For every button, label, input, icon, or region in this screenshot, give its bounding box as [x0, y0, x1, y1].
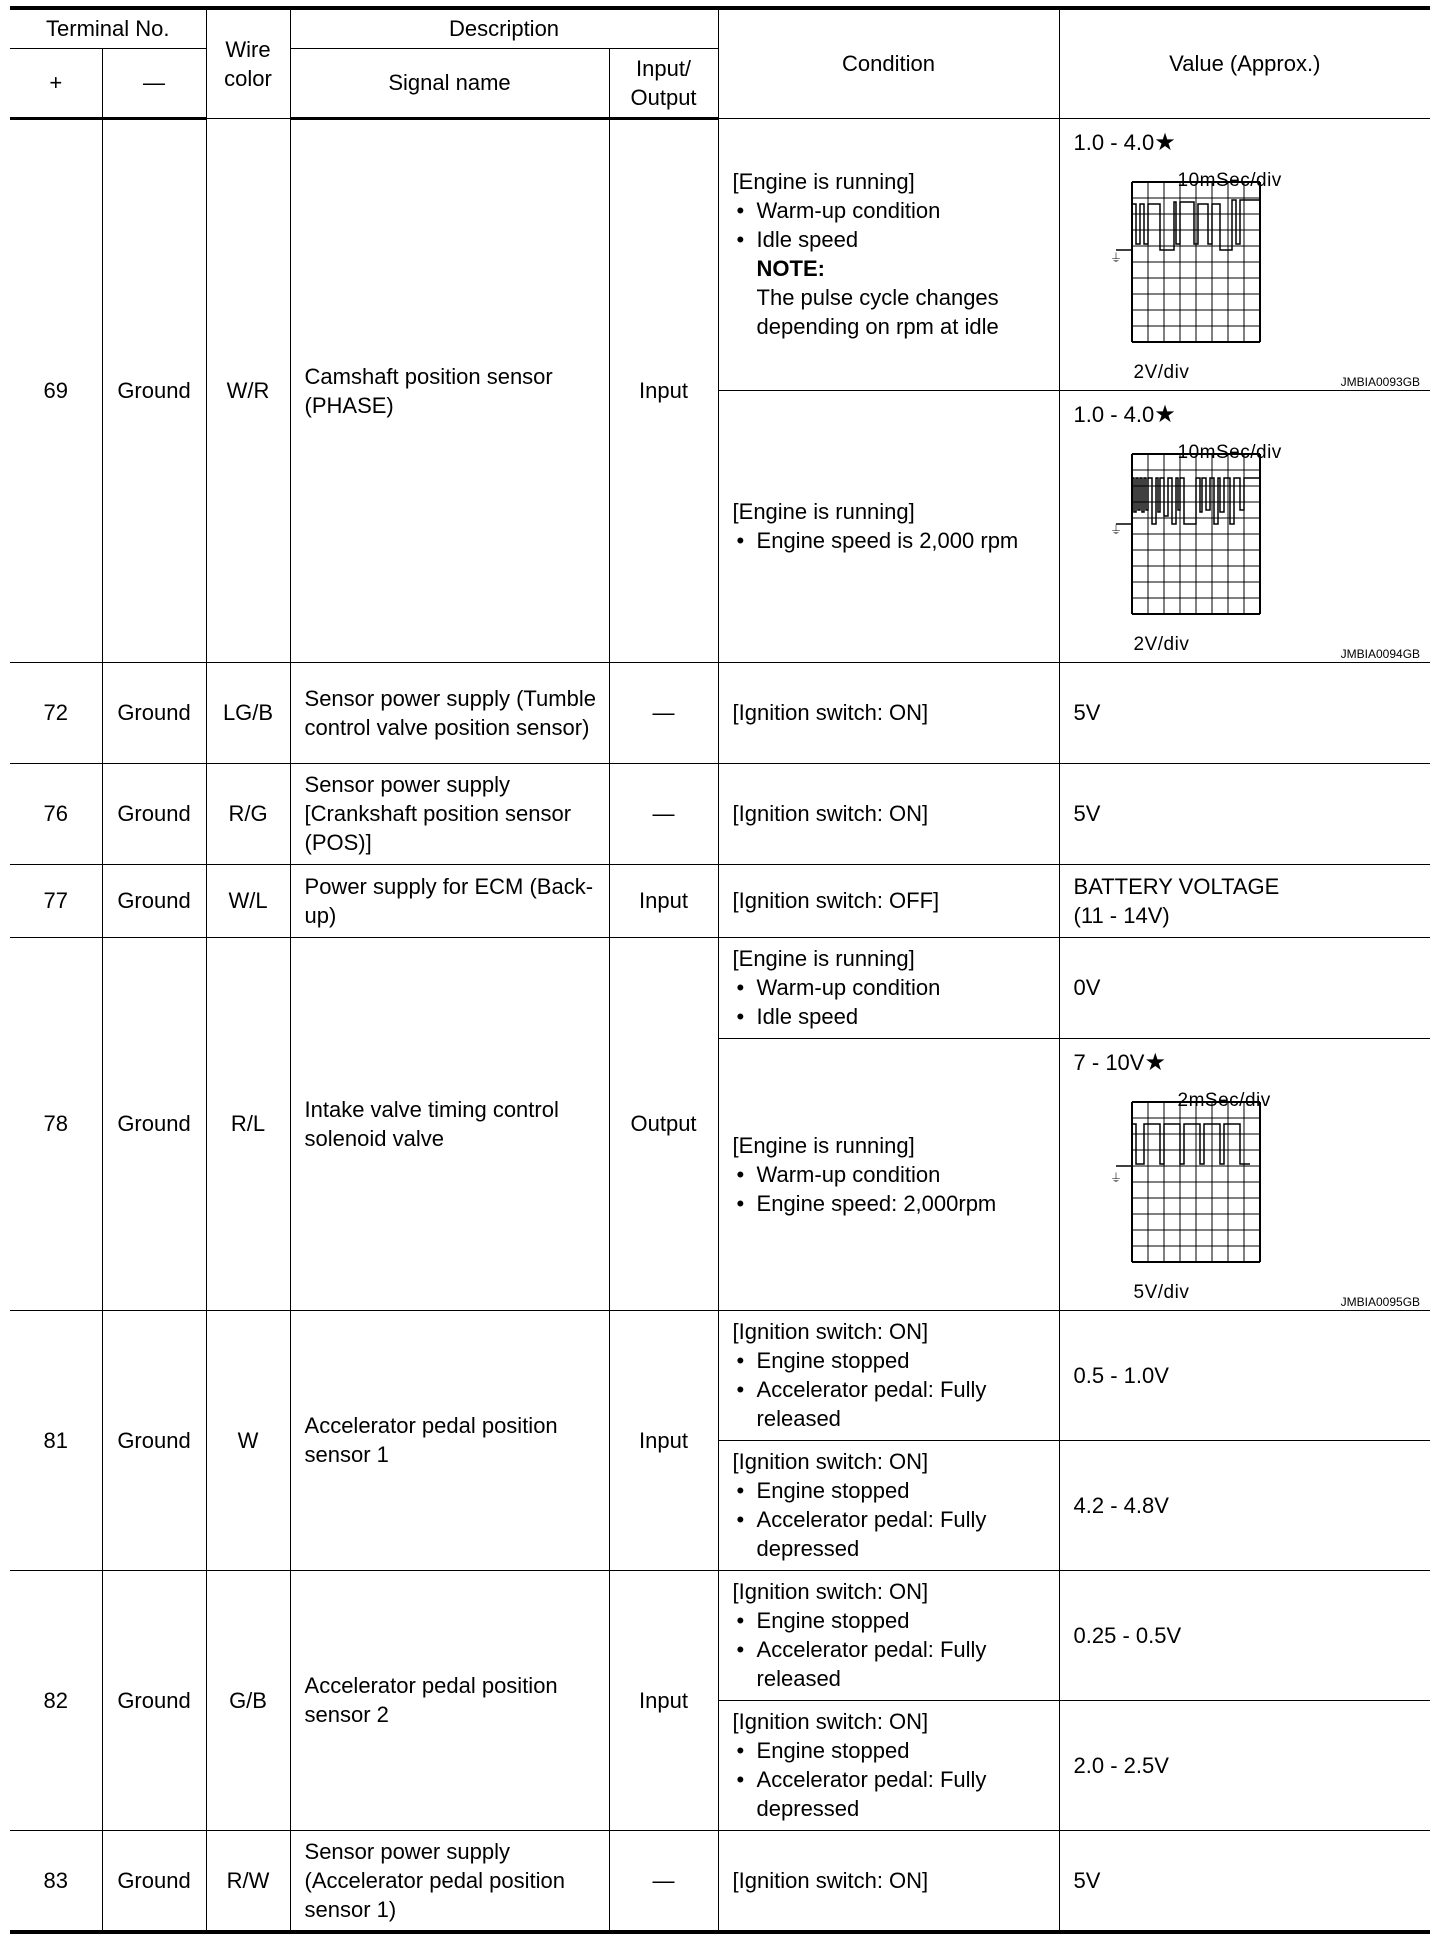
value-cell: 5V: [1059, 1830, 1430, 1932]
ecm-terminal-table-container: [10, 6, 1430, 1934]
condition-bullet: • Warm-up condition: [733, 1160, 1049, 1189]
value-cell: [1059, 390, 1430, 662]
time-division: 10mSec/div: [1177, 170, 1282, 191]
note-text: The pulse cycle changes depending on rpm at idle: [756, 285, 999, 339]
condition-head: [Engine is running]: [732, 946, 915, 971]
ground-marker-icon: ⏚: [1109, 523, 1122, 537]
terminal-number: 81: [10, 1310, 102, 1570]
signal-trace: [1116, 1124, 1250, 1166]
figure-code: JMBIA0093GB: [1340, 375, 1421, 389]
condition-bullet: • Accelerator pedal: Fully depressed: [733, 1765, 1049, 1823]
wire-color: R/W: [206, 1830, 290, 1932]
ground-label: Ground: [102, 1830, 206, 1932]
star-icon: ★: [1144, 1049, 1166, 1076]
volt-division: 5V/div: [1133, 1282, 1190, 1303]
oscilloscope-waveform: [1060, 120, 1430, 388]
value-cell: [1059, 864, 1430, 937]
condition-head: [Ignition switch: ON]: [732, 1709, 929, 1734]
condition-bullet: • Accelerator pedal: Fully released: [733, 1375, 1049, 1433]
ground-label: Ground: [102, 763, 206, 864]
signal-name: Accelerator pedal position sensor 1: [290, 1310, 609, 1570]
value-cell: 2.0 - 2.5V: [1059, 1700, 1430, 1830]
value-cell: [1059, 1038, 1430, 1310]
header-value: Value (Approx.): [1059, 8, 1430, 118]
terminal-number: 76: [10, 763, 102, 864]
condition-head: [Ignition switch: ON]: [732, 1319, 929, 1344]
table-row: [10, 662, 1430, 763]
time-division: 10mSec/div: [1177, 442, 1282, 463]
signal-name: Intake valve timing control solenoid valve: [290, 937, 609, 1310]
condition-cell: [718, 390, 1059, 662]
signal-name: Accelerator pedal position sensor 2: [290, 1570, 609, 1830]
value-text: 7 - 10V: [1073, 1050, 1145, 1075]
condition-bullet: • Engine stopped: [733, 1476, 1049, 1505]
header-signal-name: Signal name: [290, 48, 609, 118]
ground-label: Ground: [102, 118, 206, 662]
oscilloscope-waveform: [1060, 1040, 1430, 1308]
value-line: (11 - 14V): [1073, 902, 1170, 928]
condition-bullet: • Idle speed: [733, 225, 1049, 254]
table-row: [10, 864, 1430, 937]
waveform-block: [1060, 1040, 1431, 1308]
volt-division: 2V/div: [1133, 634, 1190, 655]
condition-bullet: • Warm-up condition: [733, 196, 1049, 225]
table-row: [10, 763, 1430, 864]
value-cell: 5V: [1059, 662, 1430, 763]
waveform-block: [1060, 120, 1431, 388]
input-output: —: [609, 1830, 718, 1932]
ecm-terminal-table: [10, 6, 1430, 1934]
table-row: [10, 1830, 1430, 1932]
star-icon: ★: [1154, 401, 1176, 428]
header-input-output: Input/ Output: [609, 48, 718, 118]
condition-cell: [Ignition switch: ON]: [718, 763, 1059, 864]
signal-trace: [1116, 200, 1260, 250]
oscilloscope-waveform: [1060, 392, 1430, 660]
signal-name: Sensor power supply (Accelerator pedal position sensor 1): [290, 1830, 609, 1932]
table-row: [10, 937, 1430, 1038]
oscilloscope-grid: [1132, 1102, 1260, 1262]
value-cell: 5V: [1059, 763, 1430, 864]
header-condition: Condition: [718, 8, 1059, 118]
figure-code: JMBIA0095GB: [1340, 1295, 1421, 1309]
value-cell: 0V: [1059, 937, 1430, 1038]
condition-bullet: • Engine stopped: [733, 1346, 1049, 1375]
wire-color: W: [206, 1310, 290, 1570]
ground-label: Ground: [102, 937, 206, 1310]
terminal-number: 69: [10, 118, 102, 662]
condition-cell: [718, 1038, 1059, 1310]
condition-cell: [Ignition switch: OFF]: [718, 864, 1059, 937]
star-icon: ★: [1154, 129, 1176, 156]
signal-name: Camshaft position sensor (PHASE): [290, 118, 609, 662]
condition-head: [Ignition switch: ON]: [732, 1449, 929, 1474]
condition-bullet: • Engine stopped: [733, 1736, 1049, 1765]
ground-label: Ground: [102, 1310, 206, 1570]
wire-color: R/L: [206, 937, 290, 1310]
terminal-number: 72: [10, 662, 102, 763]
value-cell: 4.2 - 4.8V: [1059, 1440, 1430, 1570]
value-text: 1.0 - 4.0: [1073, 130, 1155, 155]
terminal-number: 83: [10, 1830, 102, 1932]
condition-bullet: • Engine stopped: [733, 1606, 1049, 1635]
header-minus: —: [102, 48, 206, 118]
value-cell: 0.5 - 1.0V: [1059, 1310, 1430, 1440]
signal-name: Sensor power supply (Tumble control valve position sensor): [290, 662, 609, 763]
wire-color: G/B: [206, 1570, 290, 1830]
figure-code: JMBIA0094GB: [1340, 647, 1421, 661]
note-label: NOTE:: [756, 256, 825, 281]
header-terminal-no: Terminal No.: [10, 8, 206, 48]
condition-head: [Engine is running]: [732, 1132, 915, 1158]
condition-cell: [718, 1570, 1059, 1700]
ground-label: Ground: [102, 1570, 206, 1830]
condition-bullet: • Accelerator pedal: Fully released: [733, 1635, 1049, 1693]
ground-label: Ground: [102, 662, 206, 763]
ground-marker-icon: ⏚: [1109, 1171, 1122, 1185]
condition-bullet: • Engine speed is 2,000 rpm: [733, 526, 1049, 555]
condition-cell: [718, 118, 1059, 390]
table-row: [10, 1310, 1430, 1440]
signal-trace: [1116, 478, 1260, 524]
input-output: Input: [609, 864, 718, 937]
header-wire-color: Wire color: [206, 8, 290, 118]
value-cell: 0.25 - 0.5V: [1059, 1570, 1430, 1700]
condition-head: [Engine is running]: [732, 499, 915, 524]
wire-color: R/G: [206, 763, 290, 864]
waveform-block: [1060, 392, 1431, 660]
condition-cell: [718, 1700, 1059, 1830]
condition-head: [Engine is running]: [732, 169, 915, 194]
signal-name: Sensor power supply [Crankshaft position sensor (POS)]: [290, 763, 609, 864]
input-output: Input: [609, 1310, 718, 1570]
condition-bullet: • Idle speed: [733, 1002, 1049, 1031]
wire-color: W/L: [206, 864, 290, 937]
table-row: [10, 118, 1430, 390]
value-text: 1.0 - 4.0: [1073, 402, 1155, 427]
wire-color: LG/B: [206, 662, 290, 763]
signal-name: Power supply for ECM (Back-up): [290, 864, 609, 937]
header-plus: +: [10, 48, 102, 118]
terminal-number: 78: [10, 937, 102, 1310]
header-description: Description: [290, 8, 718, 48]
condition-cell: [718, 937, 1059, 1038]
condition-head: [Ignition switch: ON]: [732, 1579, 929, 1604]
volt-division: 2V/div: [1133, 362, 1190, 383]
input-output: Input: [609, 1570, 718, 1830]
input-output: —: [609, 763, 718, 864]
condition-bullet: • Engine speed: 2,000rpm: [733, 1189, 1049, 1218]
input-output: Input: [609, 118, 718, 662]
value-line: BATTERY VOLTAGE: [1073, 873, 1280, 899]
oscilloscope-grid: [1132, 182, 1260, 342]
table-row: [10, 1570, 1430, 1700]
terminal-number: 77: [10, 864, 102, 937]
wire-color: W/R: [206, 118, 290, 662]
terminal-number: 82: [10, 1570, 102, 1830]
input-output: —: [609, 662, 718, 763]
value-cell: [1059, 118, 1430, 390]
condition-cell: [Ignition switch: ON]: [718, 662, 1059, 763]
input-output: Output: [609, 937, 718, 1310]
ground-label: Ground: [102, 864, 206, 937]
condition-bullet: • Warm-up condition: [733, 973, 1049, 1002]
condition-cell: [718, 1440, 1059, 1570]
time-division: 2mSec/div: [1177, 1090, 1271, 1111]
condition-bullet: • Accelerator pedal: Fully depressed: [733, 1505, 1049, 1563]
condition-cell: [Ignition switch: ON]: [718, 1830, 1059, 1932]
ground-marker-icon: ⏚: [1109, 251, 1122, 265]
condition-cell: [718, 1310, 1059, 1440]
